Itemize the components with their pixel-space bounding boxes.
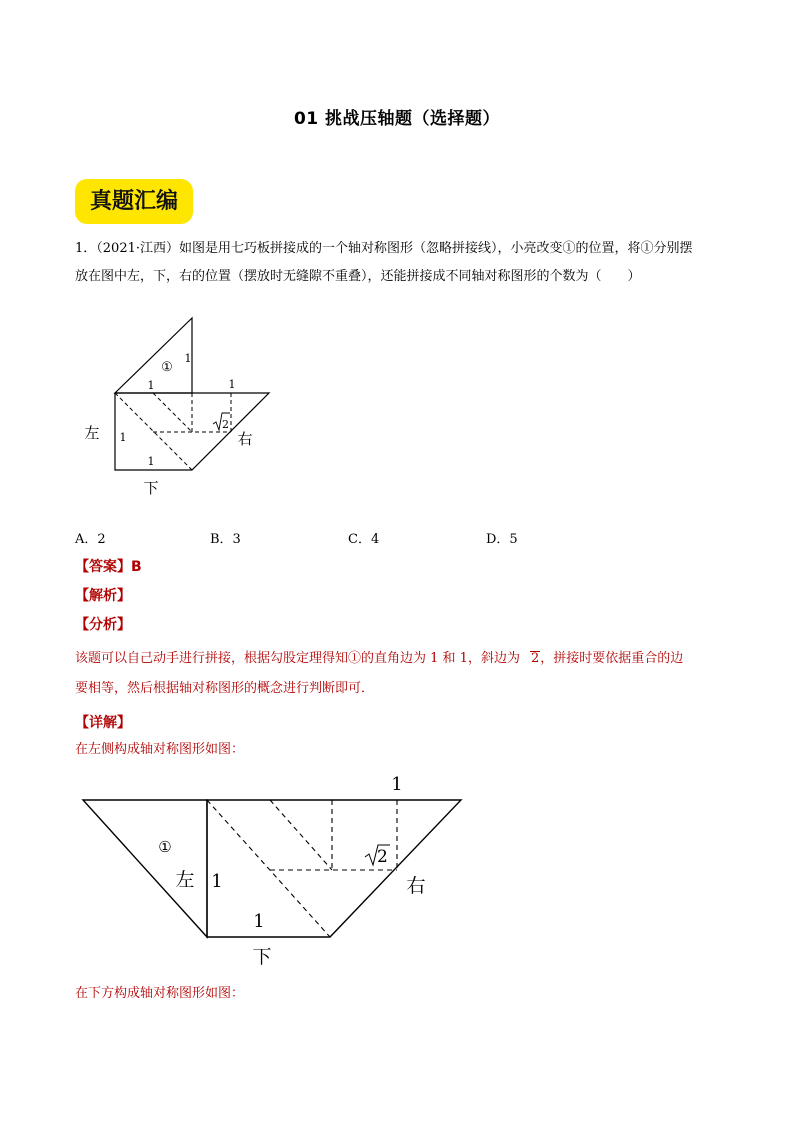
analysis-sqrt-num: 2 (530, 651, 540, 666)
xiangjie-tag: 【详解】 (75, 715, 131, 731)
jiexi-tag: 【解析】 (75, 588, 131, 604)
question-line-2: 放在图中左，下，右的位置（摆放时无缝隙不重叠），还能拼接成不同轴对称图形的个数为（ ） (75, 269, 641, 284)
analysis-sqrt (530, 651, 540, 666)
dashed-diagonal-1 (207, 800, 330, 937)
label-left: 左 (175, 869, 195, 891)
analysis-pre: 该题可以自己动手进行拼接，根据勾股定理得知①的直角边为 1 和 1，斜边为 (75, 651, 520, 666)
option-c: C．4 (348, 532, 380, 547)
label-one-top-right: 1 (228, 378, 236, 391)
label-one-vertical: 1 (184, 352, 192, 365)
label-one-bottom: 1 (253, 911, 265, 932)
piece-label-1: ① (158, 838, 172, 856)
dashed-diagonal-2 (270, 800, 332, 870)
analysis-post: ，拼接时要依据重合的边 (540, 651, 684, 666)
piece-label-1: ① (161, 360, 173, 375)
label-down: 下 (252, 946, 272, 968)
tangram-figure-2 (75, 768, 475, 974)
label-one-left: 1 (119, 431, 127, 444)
left-caption: 在左侧构成轴对称图形如图： (75, 742, 245, 757)
label-left: 左 (84, 424, 100, 442)
question-line-1: 1．（2021·江西）如图是用七巧板拼接成的一个轴对称图形（忽略拼接线），小亮改变①的位置，将①分别摆 (75, 241, 693, 256)
bottom-caption: 在下方构成轴对称图形如图： (75, 986, 245, 1001)
label-right: 右 (237, 430, 253, 448)
label-one-bottom: 1 (147, 455, 155, 468)
label-one-top-left: 1 (147, 379, 155, 392)
sqrt-two-label (365, 845, 390, 867)
outline-body (207, 800, 461, 937)
sqrt-radicand: 2 (222, 418, 229, 431)
analysis-line-1 (75, 650, 683, 668)
dashed-diagonal-2 (153, 393, 192, 432)
option-d: D．5 (486, 532, 518, 547)
page-title: 01 挑战压轴题（选择题） (293, 109, 501, 129)
label-one-top: 1 (391, 774, 403, 795)
answer-tag: 【答案】B (75, 559, 142, 575)
analysis-line-2: 要相等，然后根据轴对称图形的概念进行判断即可． (75, 681, 375, 696)
section-badge: 真题汇编 (75, 179, 193, 224)
label-down: 下 (143, 479, 159, 497)
label-right: 右 (406, 875, 426, 897)
tangram-figure-1 (80, 312, 310, 502)
option-b: B．3 (210, 532, 241, 547)
sqrt-radicand: 2 (377, 847, 388, 867)
option-a: A．2 (75, 532, 106, 547)
sqrt-two-label (213, 413, 230, 431)
label-one-vertical: 1 (211, 871, 223, 892)
fenxi-tag: 【分析】 (75, 617, 131, 633)
